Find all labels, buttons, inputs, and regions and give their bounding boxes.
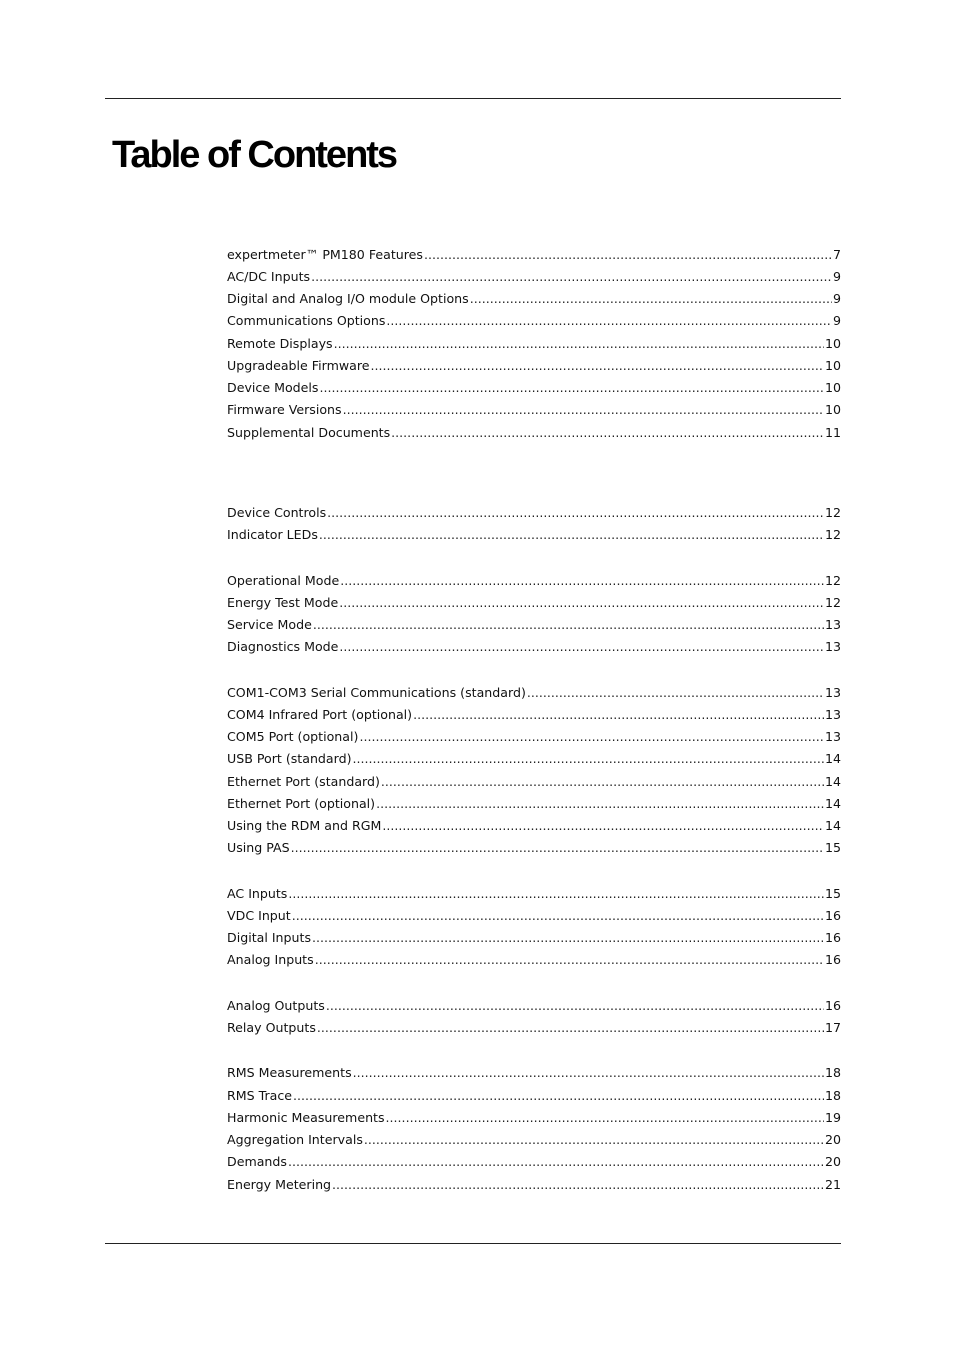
toc-entry-label: Harmonic Measurements bbox=[227, 1110, 385, 1125]
toc-leader-dots bbox=[332, 1175, 824, 1195]
toc-leader-dots bbox=[413, 705, 824, 725]
toc-leader-dots bbox=[319, 378, 824, 398]
toc-leader-dots bbox=[391, 423, 824, 443]
toc-leader-dots bbox=[288, 884, 824, 904]
toc-entry[interactable] bbox=[227, 996, 841, 1016]
toc-entry-page-number: 20 bbox=[824, 1132, 841, 1147]
toc-leader-dots bbox=[359, 727, 824, 747]
toc-entry-page-number: 16 bbox=[824, 930, 841, 945]
toc-leader-dots bbox=[334, 334, 824, 354]
toc-entry-label: USB Port (standard) bbox=[227, 751, 352, 766]
toc-leader-dots bbox=[312, 928, 824, 948]
toc-entry[interactable] bbox=[227, 794, 841, 814]
toc-entry[interactable] bbox=[227, 245, 841, 265]
toc-leader-dots bbox=[288, 1152, 824, 1172]
toc-leader-dots bbox=[315, 950, 824, 970]
toc-entry-page-number: 13 bbox=[824, 617, 841, 632]
toc-entry[interactable] bbox=[227, 772, 841, 792]
toc-leader-dots bbox=[311, 267, 832, 287]
toc-entry-page-number: 16 bbox=[824, 952, 841, 967]
toc-entry[interactable] bbox=[227, 311, 841, 331]
toc-entry-label: Supplemental Documents bbox=[227, 425, 391, 440]
toc-entry-label: Relay Outputs bbox=[227, 1020, 316, 1035]
toc-entry-label: Using PAS bbox=[227, 840, 290, 855]
toc-entry[interactable] bbox=[227, 950, 841, 970]
toc-entry-page-number: 13 bbox=[824, 729, 841, 744]
page-title: Table of Contents bbox=[112, 134, 397, 176]
toc-entry[interactable] bbox=[227, 838, 841, 858]
toc-entry-label: Service Mode bbox=[227, 617, 312, 632]
toc-entry-page-number: 7 bbox=[832, 247, 841, 262]
toc-entry-page-number: 18 bbox=[824, 1065, 841, 1080]
toc-entry-label: Firmware Versions bbox=[227, 402, 342, 417]
toc-entry[interactable] bbox=[227, 884, 841, 904]
toc-entry-label: Upgradeable Firmware bbox=[227, 358, 370, 373]
toc-entry-page-number: 16 bbox=[824, 998, 841, 1013]
toc-entry-label: Device Controls bbox=[227, 505, 327, 520]
toc-leader-dots bbox=[424, 245, 832, 265]
toc-entry-page-number: 18 bbox=[824, 1088, 841, 1103]
toc-entry[interactable] bbox=[227, 571, 841, 591]
toc-entry-page-number: 14 bbox=[824, 818, 841, 833]
toc-entry-page-number: 10 bbox=[824, 380, 841, 395]
toc-entry-page-number: 10 bbox=[824, 336, 841, 351]
toc-entry-page-number: 9 bbox=[832, 291, 841, 306]
toc-entry-page-number: 14 bbox=[824, 751, 841, 766]
toc-entry[interactable] bbox=[227, 683, 841, 703]
toc-entry-page-number: 12 bbox=[824, 527, 841, 542]
toc-entry-page-number: 16 bbox=[824, 908, 841, 923]
toc-entry-label: AC Inputs bbox=[227, 886, 288, 901]
toc-entry[interactable] bbox=[227, 1108, 841, 1128]
toc-entry[interactable] bbox=[227, 525, 841, 545]
toc-entry[interactable] bbox=[227, 749, 841, 769]
toc-leader-dots bbox=[470, 289, 832, 309]
toc-entry[interactable] bbox=[227, 906, 841, 926]
toc-entry-label: Device Models bbox=[227, 380, 319, 395]
toc-entry-page-number: 20 bbox=[824, 1154, 841, 1169]
toc-entry-label: RMS Measurements bbox=[227, 1065, 352, 1080]
toc-entry-label: Diagnostics Mode bbox=[227, 639, 339, 654]
toc-entry-label: Operational Mode bbox=[227, 573, 340, 588]
toc-leader-dots bbox=[371, 356, 824, 376]
toc-entry-label: Communications Options bbox=[227, 313, 386, 328]
toc-entry-label: COM5 Port (optional) bbox=[227, 729, 359, 744]
toc-entry-page-number: 12 bbox=[824, 505, 841, 520]
toc-entry-label: Using the RDM and RGM bbox=[227, 818, 382, 833]
toc-leader-dots bbox=[313, 615, 824, 635]
toc-leader-dots bbox=[353, 1063, 824, 1083]
toc-entry[interactable] bbox=[227, 727, 841, 747]
toc-leader-dots bbox=[386, 1108, 824, 1128]
toc-entry[interactable] bbox=[227, 423, 841, 443]
toc-entry-label: Ethernet Port (optional) bbox=[227, 796, 376, 811]
toc-leader-dots bbox=[327, 503, 824, 523]
toc-entry-page-number: 14 bbox=[824, 774, 841, 789]
toc-entry-page-number: 21 bbox=[824, 1177, 841, 1192]
toc-entry-label: AC/DC Inputs bbox=[227, 269, 311, 284]
header-rule bbox=[105, 98, 841, 99]
toc-entry[interactable] bbox=[227, 637, 841, 657]
toc-entry-page-number: 12 bbox=[824, 573, 841, 588]
toc-entry-label: Digital Inputs bbox=[227, 930, 312, 945]
toc-leader-dots bbox=[376, 794, 824, 814]
toc-leader-dots bbox=[364, 1130, 824, 1150]
toc-entry[interactable] bbox=[227, 615, 841, 635]
toc-entry-label: COM4 Infrared Port (optional) bbox=[227, 707, 413, 722]
toc-entry[interactable] bbox=[227, 1130, 841, 1150]
toc-entry-label: Energy Test Mode bbox=[227, 595, 339, 610]
toc-entry-label: Analog Outputs bbox=[227, 998, 325, 1013]
toc-entry[interactable] bbox=[227, 356, 841, 376]
toc-leader-dots bbox=[343, 400, 824, 420]
toc-leader-dots bbox=[339, 637, 824, 657]
toc-leader-dots bbox=[340, 571, 824, 591]
footer-rule bbox=[105, 1243, 841, 1244]
toc-entry[interactable] bbox=[227, 1018, 841, 1038]
toc-leader-dots bbox=[353, 749, 824, 769]
toc-entry-label: Analog Inputs bbox=[227, 952, 314, 967]
toc-entry-label: Energy Metering bbox=[227, 1177, 332, 1192]
toc-entry-label: Aggregation Intervals bbox=[227, 1132, 363, 1147]
toc-entry-page-number: 10 bbox=[824, 402, 841, 417]
toc-entry-label: VDC Input bbox=[227, 908, 291, 923]
toc-entry-page-number: 9 bbox=[832, 269, 841, 284]
toc-entry-page-number: 15 bbox=[824, 886, 841, 901]
toc-entry-page-number: 9 bbox=[832, 313, 841, 328]
toc-entry[interactable] bbox=[227, 1063, 841, 1083]
toc-leader-dots bbox=[291, 838, 824, 858]
toc-leader-dots bbox=[339, 593, 824, 613]
toc-entry-label: expertmeter™ PM180 Features bbox=[227, 247, 423, 262]
toc-leader-dots bbox=[292, 906, 824, 926]
toc-entry-page-number: 13 bbox=[824, 639, 841, 654]
toc-entry[interactable] bbox=[227, 334, 841, 354]
toc-entry-label: Digital and Analog I/O module Options bbox=[227, 291, 469, 306]
toc-entry-page-number: 15 bbox=[824, 840, 841, 855]
toc-entry[interactable] bbox=[227, 1175, 841, 1195]
toc-entry[interactable] bbox=[227, 503, 841, 523]
toc-entry-page-number: 17 bbox=[824, 1020, 841, 1035]
toc-entry-label: Indicator LEDs bbox=[227, 527, 318, 542]
toc-entry-label: COM1-COM3 Serial Communications (standard) bbox=[227, 685, 526, 700]
toc-leader-dots bbox=[319, 525, 824, 545]
toc-entry[interactable] bbox=[227, 378, 841, 398]
toc-entry-label: Demands bbox=[227, 1154, 287, 1169]
toc-entry[interactable] bbox=[227, 593, 841, 613]
toc-leader-dots bbox=[527, 683, 824, 703]
toc-entry[interactable] bbox=[227, 928, 841, 948]
toc-entry-page-number: 13 bbox=[824, 685, 841, 700]
toc-entry-page-number: 14 bbox=[824, 796, 841, 811]
toc-entry-label: Remote Displays bbox=[227, 336, 333, 351]
toc-leader-dots bbox=[381, 772, 824, 792]
toc-entry[interactable] bbox=[227, 400, 841, 420]
toc-entry[interactable] bbox=[227, 705, 841, 725]
toc-entry[interactable] bbox=[227, 267, 841, 287]
toc-leader-dots bbox=[293, 1086, 824, 1106]
toc-leader-dots bbox=[386, 311, 832, 331]
toc-entry-label: RMS Trace bbox=[227, 1088, 293, 1103]
toc-leader-dots bbox=[382, 816, 824, 836]
toc-leader-dots bbox=[317, 1018, 824, 1038]
toc-entry-page-number: 10 bbox=[824, 358, 841, 373]
toc-entry-page-number: 13 bbox=[824, 707, 841, 722]
toc-entry[interactable] bbox=[227, 1086, 841, 1106]
toc-entry-label: Ethernet Port (standard) bbox=[227, 774, 380, 789]
toc-entry[interactable] bbox=[227, 1152, 841, 1172]
toc-entry-page-number: 11 bbox=[824, 425, 841, 440]
toc-entry-page-number: 12 bbox=[824, 595, 841, 610]
toc-entry[interactable] bbox=[227, 816, 841, 836]
toc-leader-dots bbox=[326, 996, 824, 1016]
toc-entry[interactable] bbox=[227, 289, 841, 309]
toc-entry-page-number: 19 bbox=[824, 1110, 841, 1125]
